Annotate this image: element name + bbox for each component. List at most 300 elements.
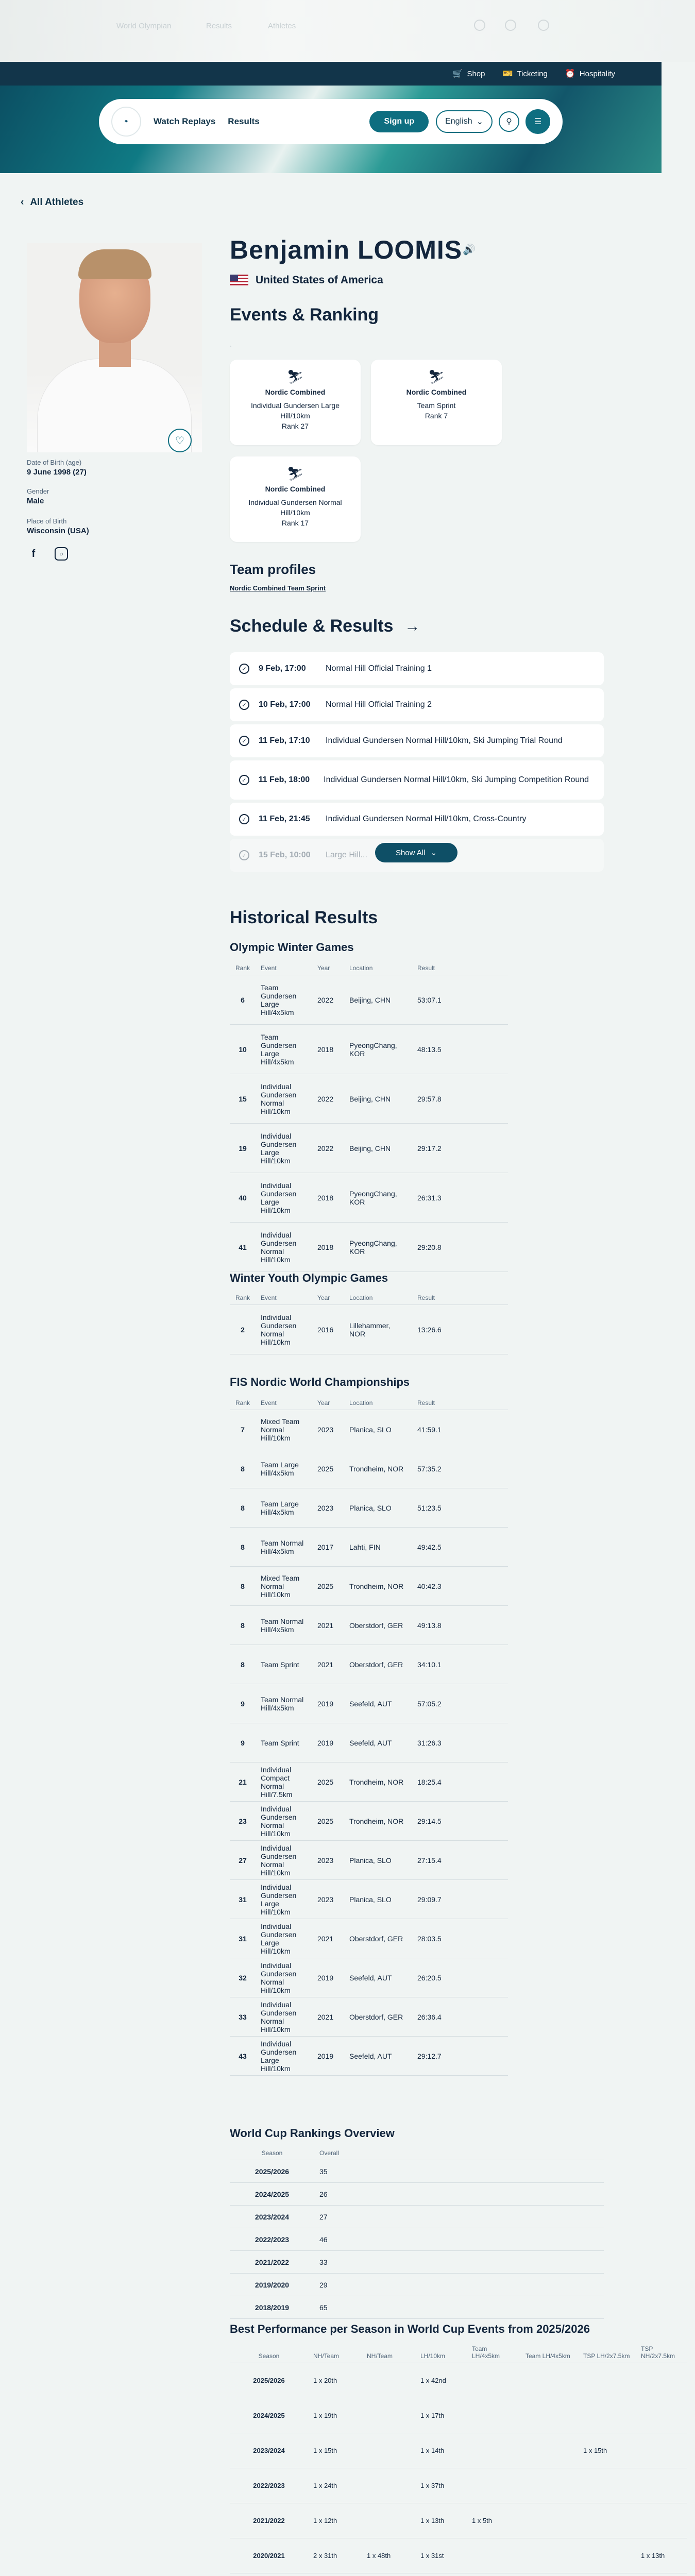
table-cell [467, 2573, 520, 2576]
table-cell [467, 2468, 520, 2503]
result-cell: 29:57.8 [412, 1074, 508, 1124]
location-cell: Trondheim, NOR [344, 1802, 412, 1841]
location-cell: Oberstdorf, GER [344, 1645, 412, 1684]
result-row [230, 1723, 508, 1762]
season-cell: 2019/2020 [230, 2274, 314, 2296]
location-cell: Oberstdorf, GER [344, 1919, 412, 1958]
table-cell [308, 2573, 362, 2576]
result-row [230, 1880, 508, 1919]
athlete-photo [27, 243, 202, 452]
separator-dot: · [230, 342, 232, 349]
table-cell [415, 2573, 467, 2576]
year-cell: 2018 [312, 1223, 344, 1272]
event-cell: Team Gundersen Large Hill/4x5km [256, 1025, 312, 1074]
check-icon: ✓ [239, 850, 249, 860]
event-cell: Team Normal Hill/4x5km [256, 1684, 312, 1723]
event-cell: Individual Gundersen Normal Hill/10km [256, 1074, 312, 1124]
schedule-item[interactable]: ✓ 11 Feb, 21:45 Individual Gundersen Normal Hill/10km, Cross-Country [230, 803, 604, 836]
season-cell: 2024/2025 [230, 2398, 308, 2433]
event-cell: Individual Gundersen Large Hill/10km [256, 1880, 312, 1919]
season-row [230, 2538, 687, 2573]
wch-title: FIS Nordic World Championships [230, 1376, 410, 1388]
ghost-link: World Olympian [116, 22, 172, 30]
table-cell: 1 x 14th [415, 2433, 467, 2468]
rank-cell: 6 [230, 975, 256, 1025]
schedule-item[interactable]: ✓ 11 Feb, 18:00 Individual Gundersen Normal Hill/10km, Ski Jumping Competition Round [230, 760, 604, 800]
result-cell: 49:13.8 [412, 1606, 508, 1645]
year-cell: 2022 [312, 1124, 344, 1173]
season-cell: 2024/2025 [230, 2183, 314, 2206]
year-cell: 2021 [312, 1919, 344, 1958]
schedule-item[interactable]: ✓ 9 Feb, 17:00 Normal Hill Official Training 1 [230, 652, 604, 685]
season-cell: 2021/2022 [230, 2251, 314, 2274]
search-icon: ⚲ [506, 117, 512, 126]
year-cell: 2019 [312, 1723, 344, 1762]
season-cell: 2023/2024 [230, 2433, 308, 2468]
nav-watch-replays[interactable]: Watch Replays [154, 116, 216, 126]
year-cell: 2021 [312, 1997, 344, 2037]
best-performance-title: Best Performance per Season in World Cup Events from 2025/2026 [230, 2323, 590, 2335]
event-cell: Team Sprint [256, 1645, 312, 1684]
table-cell [636, 2573, 687, 2576]
year-cell: 2019 [312, 1958, 344, 1997]
table-cell [362, 2573, 415, 2576]
location-cell: Trondheim, NOR [344, 1567, 412, 1606]
result-row [230, 1606, 508, 1645]
rank-cell: 8 [230, 1567, 256, 1606]
ticketing-link[interactable]: 🎫 Ticketing [502, 69, 548, 78]
rank-cell: 32 [230, 1958, 256, 1997]
pob-value: Wisconsin (USA) [27, 527, 89, 535]
olympic-logo[interactable]: ⚭ [111, 107, 141, 137]
event-cell: Individual Gundersen Normal Hill/10km [256, 1958, 312, 1997]
result-row [230, 2037, 508, 2076]
year-cell: 2019 [312, 2037, 344, 2076]
event-cell: Mixed Team Normal Hill/10km [256, 1410, 312, 1449]
overall-cell: 65 [314, 2296, 604, 2319]
signup-button[interactable]: Sign up [369, 111, 429, 132]
result-cell: 53:07.1 [412, 975, 508, 1025]
wch-table: Rank Event Year Location Result 7 Mixed Team Normal Hill/10km 2023 Planica, SLO 41:59.1 8 Team Large Hill/4x5km 2025 Trondheim, NOR 57:35.2 8 Team Large Hill/4x5km 2023 Planica, SLO 51:23.5 8 Team Normal Hill/4x5km 2017 Lahti, FIN 49:42.5 8 Mixed Team Normal Hill/10km 2025 Trondheim, NOR 40:42.3 8 Team Normal Hill/4x5km 2021 Oberstdorf, GER 49:13.8 8 Team Sprint 2021 Oberstdorf, GER 34:10.1 9 Team Normal Hill/4x5km 2019 Seefeld, AUT 57:05.2 9 Team Sprint 2019 Seefeld, AUT 31:26.3 21 Individual Compact Normal Hill/7.5km 2025 Trondheim, NOR 18:25.4 23 Individual Gundersen Normal Hill/10km 2025 Trondheim, NOR 29:14.5 27 Individual Gundersen Normal Hill/10km 2023 Planica, SLO 27:15.4 31 Individual Gundersen Large Hill/10km 2023 Planica, SLO 29:09.7 31 Individual Gundersen Large Hill/10km 2021 Oberstdorf, GER 28:03.5 32 Individual Gundersen Normal Hill/10km 2019 Seefeld, AUT 26:20.5 33 Individual Gundersen Normal Hill/10km 2021 Oberstdorf, GER 26:36.4 43 Individual Gundersen Large Hill/10km 2019 Seefeld, AUT 29:12.7 [230, 1396, 508, 2076]
table-cell [362, 2363, 415, 2398]
rank-cell: 8 [230, 1528, 256, 1567]
table-cell [578, 2363, 636, 2398]
overall-cell: 26 [314, 2183, 604, 2206]
rank-cell: 43 [230, 2037, 256, 2076]
result-cell: 49:42.5 [412, 1528, 508, 1567]
event-card[interactable]: ⛷ Nordic Combined Team Sprint Rank 7 [371, 360, 502, 445]
ranking-row [230, 2160, 604, 2183]
schedule-item[interactable]: ✓ 11 Feb, 17:10 Individual Gundersen Normal Hill/10km, Ski Jumping Trial Round [230, 724, 604, 757]
result-cell: 41:59.1 [412, 1410, 508, 1449]
schedule-title[interactable]: Schedule & Results → [230, 616, 420, 636]
check-icon: ✓ [239, 775, 249, 785]
rank-cell: 27 [230, 1841, 256, 1880]
gender-value: Male [27, 497, 44, 505]
location-cell: PyeongChang, KOR [344, 1223, 412, 1272]
chevron-down-icon: ⌄ [430, 849, 437, 857]
table-cell [636, 2503, 687, 2538]
rank-cell: 8 [230, 1606, 256, 1645]
overall-cell: 29 [314, 2274, 604, 2296]
event-cell: Individual Gundersen Large Hill/10km [256, 1919, 312, 1958]
result-row [230, 1567, 508, 1606]
table-cell: 1 x 42nd [415, 2363, 467, 2398]
result-cell: 31:26.3 [412, 1723, 508, 1762]
result-row [230, 1124, 508, 1173]
event-cell: Team Large Hill/4x5km [256, 1449, 312, 1488]
chevron-down-icon: ⌄ [476, 117, 483, 126]
season-cell: 2021/2022 [230, 2503, 308, 2538]
check-icon: ✓ [239, 664, 249, 674]
result-cell: 26:36.4 [412, 1997, 508, 2037]
result-cell: 51:23.5 [412, 1488, 508, 1528]
menu-button[interactable] [526, 109, 550, 134]
location-cell: Seefeld, AUT [344, 1723, 412, 1762]
facebook-icon[interactable]: f [31, 548, 36, 560]
result-row [230, 975, 508, 1025]
table-cell: 1 x 20th [308, 2363, 362, 2398]
instagram-icon[interactable]: ○ [55, 547, 68, 561]
rank-cell: 15 [230, 1074, 256, 1124]
location-cell: Beijing, CHN [344, 975, 412, 1025]
location-cell: Seefeld, AUT [344, 1684, 412, 1723]
menu-icon: ☰ [534, 117, 542, 126]
team-profiles-title: Team profiles [230, 562, 316, 577]
rank-cell: 8 [230, 1488, 256, 1528]
table-cell [520, 2363, 578, 2398]
ranking-row [230, 2206, 604, 2228]
season-cell: 2018/2019 [230, 2296, 314, 2319]
check-icon: ✓ [239, 700, 249, 710]
nordic-combined-icon: ⛷ [428, 369, 445, 384]
result-cell: 18:25.4 [412, 1762, 508, 1802]
table-cell [636, 2363, 687, 2398]
search-icon [505, 20, 516, 31]
cloche-icon: ⏰ [565, 70, 575, 78]
season-cell: 2023/2024 [230, 2206, 314, 2228]
ranking-row [230, 2274, 604, 2296]
location-cell: Planica, SLO [344, 1880, 412, 1919]
rank-cell: 9 [230, 1723, 256, 1762]
event-cell: Individual Gundersen Normal Hill/10km [256, 1305, 312, 1354]
result-row [230, 1684, 508, 1723]
rank-cell: 8 [230, 1449, 256, 1488]
year-cell: 2016 [312, 1305, 344, 1354]
table-cell: 1 x 31st [415, 2538, 467, 2573]
rank-cell: 41 [230, 1223, 256, 1272]
best-performance-table: Season NH/Team NH/Team LH/10km Team LH/4x5km Team LH/4x5km TSP LH/2x7.5km TSP NH/2x7.5km 2025/2026 1 x 20th 1 x 42nd 2024/2025 1 x 19th 1 x 17th 2023/2024 1 x 15th 1 x 14th 1 x 15th 2022/2023 1 x 24th 1 x 37th 2021/2022 1 x 12th 1 x 13th 1 x 5th 2020/2021 2 x 31th 1 x 48th 1 x 31st 1 x 13th [230, 2342, 687, 2576]
table-cell: 1 x 48th [362, 2538, 415, 2573]
schedule-item[interactable]: ✓ 15 Feb, 10:00 Large Hill... [230, 839, 604, 872]
favorite-button[interactable] [168, 429, 192, 452]
rank-cell: 40 [230, 1173, 256, 1223]
table-cell [520, 2503, 578, 2538]
event-cell: Individual Gundersen Normal Hill/10km [256, 1223, 312, 1272]
result-cell: 40:42.3 [412, 1567, 508, 1606]
wc-overview-table: Season Overall 2025/2026 35 2024/2025 26 2023/2024 27 2022/2023 46 2021/2022 33 2019/2020 29 2018/2019 65 [230, 2146, 604, 2319]
table-cell [467, 2398, 520, 2433]
result-cell: 57:35.2 [412, 1449, 508, 1488]
year-cell: 2025 [312, 1762, 344, 1802]
ranking-row [230, 2251, 604, 2274]
nav-results[interactable]: Results [228, 116, 260, 126]
location-cell: Oberstdorf, GER [344, 1606, 412, 1645]
language-select[interactable]: English ⌄ [436, 110, 493, 133]
event-cell: Individual Gundersen Large Hill/10km [256, 1173, 312, 1223]
year-cell: 2017 [312, 1528, 344, 1567]
table-cell [578, 2573, 636, 2576]
season-cell: 2025/2026 [230, 2363, 308, 2398]
result-row [230, 1173, 508, 1223]
year-cell: 2022 [312, 1074, 344, 1124]
chevron-left-icon: ‹ [21, 197, 24, 208]
result-row [230, 1025, 508, 1074]
speaker-icon[interactable]: 🔊 [463, 244, 476, 256]
result-row [230, 1762, 508, 1802]
search-button[interactable] [499, 111, 519, 132]
ticket-icon: 🎫 [502, 70, 513, 78]
check-icon: ✓ [239, 736, 249, 746]
rank-cell: 7 [230, 1410, 256, 1449]
yog-title: Winter Youth Olympic Games [230, 1272, 388, 1284]
rank-cell: 31 [230, 1880, 256, 1919]
rank-cell: 23 [230, 1802, 256, 1841]
main-nav [99, 99, 563, 144]
event-cell: Individual Gundersen Large Hill/10km [256, 2037, 312, 2076]
result-cell: 26:31.3 [412, 1173, 508, 1223]
event-cell: Individual Compact Normal Hill/7.5km [256, 1762, 312, 1802]
overall-cell: 35 [314, 2160, 604, 2183]
season-row [230, 2363, 687, 2398]
rank-cell: 19 [230, 1124, 256, 1173]
season-cell: 2022/2023 [230, 2228, 314, 2251]
wc-overview-title: World Cup Rankings Overview [230, 2127, 395, 2140]
year-cell: 2018 [312, 1173, 344, 1223]
back-link[interactable]: ‹ All Athletes [21, 197, 84, 208]
table-cell [520, 2433, 578, 2468]
year-cell: 2023 [312, 1488, 344, 1528]
nordic-combined-icon: ⛷ [286, 369, 304, 384]
year-cell: 2023 [312, 1880, 344, 1919]
result-row [230, 1305, 508, 1354]
location-cell: Planica, SLO [344, 1841, 412, 1880]
shop-link[interactable]: 🛒 Shop [452, 69, 485, 78]
location-cell: Oberstdorf, GER [344, 1997, 412, 2037]
nordic-combined-icon: ⛷ [286, 466, 304, 481]
table-cell: 1 x 24th [308, 2468, 362, 2503]
overall-cell: 33 [314, 2251, 604, 2274]
season-cell [230, 2573, 308, 2576]
result-cell: 29:20.8 [412, 1223, 508, 1272]
event-cell: Individual Gundersen Normal Hill/10km [256, 1997, 312, 2037]
season-cell: 2020/2021 [230, 2538, 308, 2573]
event-cell: Team Normal Hill/4x5km [256, 1606, 312, 1645]
table-cell: 1 x 15th [308, 2433, 362, 2468]
event-cell: Team Large Hill/4x5km [256, 1488, 312, 1528]
dob-label: Date of Birth (age) [27, 459, 82, 466]
table-cell: 2 x 31th [308, 2538, 362, 2573]
table-cell: 1 x 15th [578, 2433, 636, 2468]
table-cell [578, 2503, 636, 2538]
result-cell: 34:10.1 [412, 1645, 508, 1684]
rank-cell: 8 [230, 1645, 256, 1684]
year-cell: 2019 [312, 1684, 344, 1723]
heart-icon: ♡ [175, 435, 184, 447]
table-cell: 1 x 17th [415, 2398, 467, 2433]
table-cell [520, 2573, 578, 2576]
result-cell: 29:09.7 [412, 1880, 508, 1919]
season-row [230, 2398, 687, 2433]
table-cell [362, 2468, 415, 2503]
hospitality-link[interactable]: ⏰ Hospitality [565, 69, 615, 78]
table-cell [636, 2433, 687, 2468]
year-cell: 2018 [312, 1025, 344, 1074]
yog-table: Rank Event Year Location Result 2 Individual Gundersen Normal Hill/10km 2016 Lillehammer, NOR 13:26.6 [230, 1291, 508, 1354]
pob-label: Place of Birth [27, 517, 67, 525]
location-cell: Beijing, CHN [344, 1074, 412, 1124]
event-cell: Individual Gundersen Normal Hill/10km [256, 1802, 312, 1841]
result-cell: 28:03.5 [412, 1919, 508, 1958]
overall-cell: 46 [314, 2228, 604, 2251]
table-cell [520, 2468, 578, 2503]
check-icon: ✓ [239, 814, 249, 824]
event-cell: Mixed Team Normal Hill/10km [256, 1567, 312, 1606]
result-row [230, 1802, 508, 1841]
event-card[interactable]: ⛷ Nordic Combined Individual Gundersen Large Hill/10km Rank 27 [230, 360, 361, 445]
historical-title: Historical Results [230, 908, 378, 927]
gender-label: Gender [27, 487, 49, 495]
location-cell: Trondheim, NOR [344, 1449, 412, 1488]
arrow-right-icon: → [404, 617, 420, 635]
menu-icon [538, 20, 549, 31]
team-profile-link[interactable]: Nordic Combined Team Sprint [230, 584, 326, 592]
result-row [230, 1410, 508, 1449]
result-cell: 26:20.5 [412, 1958, 508, 1997]
year-cell: 2021 [312, 1645, 344, 1684]
year-cell: 2025 [312, 1567, 344, 1606]
ranking-row [230, 2183, 604, 2206]
table-cell: 1 x 13th [636, 2538, 687, 2573]
events-title: Events & Ranking [230, 305, 379, 325]
location-cell: PyeongChang, KOR [344, 1173, 412, 1223]
rank-cell: 21 [230, 1762, 256, 1802]
result-cell: 29:12.7 [412, 2037, 508, 2076]
season-row [230, 2573, 687, 2576]
location-cell: Lillehammer, NOR [344, 1305, 412, 1354]
athlete-country: United States of America [230, 274, 383, 286]
overall-cell: 27 [314, 2206, 604, 2228]
ghost-link: Athletes [268, 22, 296, 30]
result-row [230, 1919, 508, 1958]
user-icon [474, 20, 485, 31]
owg-title: Olympic Winter Games [230, 941, 354, 954]
event-card[interactable]: ⛷ Nordic Combined Individual Gundersen Normal Hill/10km Rank 17 [230, 456, 361, 542]
rank-cell: 9 [230, 1684, 256, 1723]
location-cell: Seefeld, AUT [344, 2037, 412, 2076]
season-row [230, 2503, 687, 2538]
year-cell: 2023 [312, 1410, 344, 1449]
event-cell: Individual Gundersen Large Hill/10km [256, 1124, 312, 1173]
owg-table: Rank Event Year Location Result 6 Team Gundersen Large Hill/4x5km 2022 Beijing, CHN 53:07.1 10 Team Gundersen Large Hill/4x5km 2018 PyeongChang, KOR 48:13.5 15 Individual Gundersen Normal Hill/10km 2022 Beijing, CHN 29:57.8 19 Individual Gundersen Large Hill/10km 2022 Beijing, CHN 29:17.2 40 Individual Gundersen Large Hill/10km 2018 PyeongChang, KOR 26:31.3 41 Individual Gundersen Normal Hill/10km 2018 PyeongChang, KOR 29:20.8 [230, 961, 508, 1272]
event-cell: Individual Gundersen Normal Hill/10km [256, 1841, 312, 1880]
season-cell: 2025/2026 [230, 2160, 314, 2183]
show-all-button[interactable]: Show All ⌄ [375, 843, 457, 862]
result-row [230, 1841, 508, 1880]
result-row [230, 1074, 508, 1124]
location-cell: PyeongChang, KOR [344, 1025, 412, 1074]
result-row [230, 1449, 508, 1488]
event-cell: Team Normal Hill/4x5km [256, 1528, 312, 1567]
location-cell: Seefeld, AUT [344, 1958, 412, 1997]
dob-value: 9 June 1998 (27) [27, 468, 87, 477]
location-cell: Trondheim, NOR [344, 1762, 412, 1802]
location-cell: Beijing, CHN [344, 1124, 412, 1173]
bag-icon: 🛒 [452, 70, 463, 78]
table-cell [520, 2398, 578, 2433]
table-cell [636, 2398, 687, 2433]
year-cell: 2025 [312, 1449, 344, 1488]
table-cell [467, 2433, 520, 2468]
ranking-row [230, 2228, 604, 2251]
top-banner [0, 0, 695, 62]
year-cell: 2022 [312, 975, 344, 1025]
result-cell: 27:15.4 [412, 1841, 508, 1880]
rank-cell: 33 [230, 1997, 256, 2037]
table-cell [467, 2538, 520, 2573]
schedule-item[interactable]: ✓ 10 Feb, 17:00 Normal Hill Official Training 2 [230, 688, 604, 721]
year-cell: 2021 [312, 1606, 344, 1645]
usa-flag-icon [230, 275, 248, 286]
athlete-name: Benjamin LOOMIS [230, 235, 463, 264]
table-cell [467, 2363, 520, 2398]
result-cell: 48:13.5 [412, 1025, 508, 1074]
result-cell: 29:17.2 [412, 1124, 508, 1173]
year-cell: 2025 [312, 1802, 344, 1841]
table-cell: 1 x 12th [308, 2503, 362, 2538]
table-cell: 1 x 37th [415, 2468, 467, 2503]
result-row [230, 1223, 508, 1272]
ranking-row [230, 2296, 604, 2319]
table-cell [578, 2468, 636, 2503]
rank-cell: 2 [230, 1305, 256, 1354]
table-cell [362, 2503, 415, 2538]
table-cell [578, 2538, 636, 2573]
utility-bar [0, 62, 662, 86]
table-cell: 1 x 19th [308, 2398, 362, 2433]
season-cell: 2022/2023 [230, 2468, 308, 2503]
table-cell [636, 2468, 687, 2503]
result-row [230, 1528, 508, 1567]
table-cell [520, 2538, 578, 2573]
table-cell: 1 x 5th [467, 2503, 520, 2538]
result-row [230, 1997, 508, 2037]
result-row [230, 1488, 508, 1528]
table-cell [578, 2398, 636, 2433]
ghost-link: Results [206, 22, 232, 30]
result-row [230, 1645, 508, 1684]
result-cell: 57:05.2 [412, 1684, 508, 1723]
result-cell: 13:26.6 [412, 1305, 508, 1354]
result-row [230, 1958, 508, 1997]
location-cell: Planica, SLO [344, 1488, 412, 1528]
year-cell: 2023 [312, 1841, 344, 1880]
event-cell: Team Gundersen Large Hill/4x5km [256, 975, 312, 1025]
result-cell: 29:14.5 [412, 1802, 508, 1841]
table-cell: 1 x 13th [415, 2503, 467, 2538]
location-cell: Planica, SLO [344, 1410, 412, 1449]
rank-cell: 31 [230, 1919, 256, 1958]
